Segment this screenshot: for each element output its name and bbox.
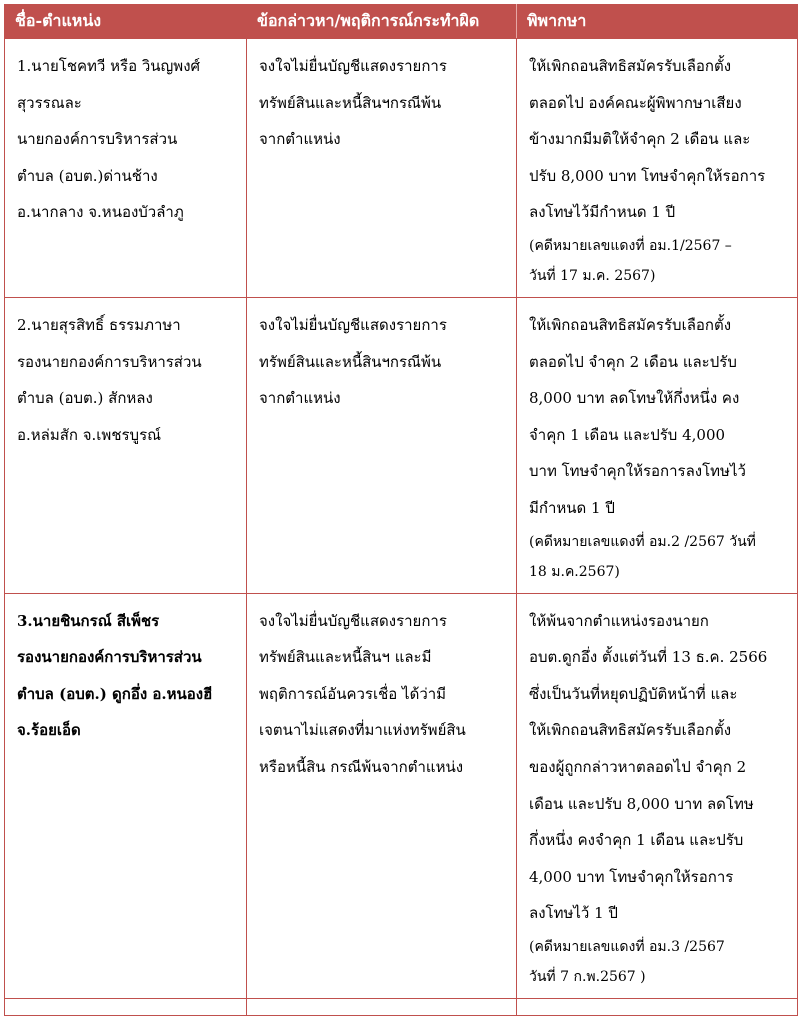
verdict-line: ของผู้ถูกกล่าวหาตลอดไป จำคุก 2 (529, 757, 747, 776)
verdict-line: ซึ่งเป็นวันที่หยุดปฏิบัติหน้าที่ และ (529, 684, 738, 703)
name-cell (5, 297, 247, 593)
name-line: ตำบล (อบต.) ดูกอึ่ง อ.หนองฮี (17, 684, 213, 703)
header-charge: ข้อกล่าวหา/พฤติการณ์กระทำผิด (247, 5, 517, 39)
verdict-line: 4,000 บาท โทษจำคุกให้รอการ (529, 867, 734, 886)
name-line: ตำบล (อบต.)ด่านช้าง (17, 166, 158, 185)
verdict-cell (517, 297, 798, 593)
verdict-line: ตลอดไป จำคุก 2 เดือน และปรับ (529, 352, 737, 371)
case-reference: (คดีหมายเลขแดงที่ อม.2 /2567 วันที่ (529, 533, 756, 550)
verdict-line: เดือน และปรับ 8,000 บาท ลดโทษ (529, 794, 754, 813)
name-cell (5, 39, 247, 298)
verdict-line: ปรับ 8,000 บาท โทษจำคุกให้รอการ (529, 166, 766, 185)
name-line: อ.หล่มสัก จ.เพชรบูรณ์ (17, 425, 162, 444)
charge-line: จากตำแหน่ง (259, 389, 341, 408)
charge-line: พฤติการณ์อันควรเชื่อ ได้ว่ามี (259, 684, 447, 703)
charge-line: จากตำแหน่ง (259, 130, 341, 149)
charge-line: จงใจไม่ยื่นบัญชีแสดงรายการ (259, 315, 447, 334)
table-row (5, 297, 798, 593)
verdict-line: ให้เพิกถอนสิทธิสมัครรับเลือกตั้ง (529, 57, 732, 75)
verdict-line: ให้พ้นจากตำแหน่งรองนายก (529, 611, 709, 630)
name-line: อ.นากลาง จ.หนองบัวลำภู (17, 203, 184, 222)
name-cell (5, 593, 247, 998)
name-line: นายกองค์การบริหารส่วน (17, 130, 178, 149)
case-reference: วันที่ 7 ก.พ.2567 ) (529, 968, 646, 985)
verdict-line: ลงโทษไว้ 1 ปี (529, 904, 618, 923)
charge-cell (247, 593, 517, 998)
table-row-partial (5, 998, 798, 1015)
name-line: รองนายกองค์การบริหารส่วน (17, 352, 202, 371)
case-reference: 18 ม.ค.2567) (529, 563, 620, 580)
header-row (5, 5, 798, 39)
charge-cell (247, 297, 517, 593)
verdict-line: ให้เพิกถอนสิทธิสมัครรับเลือกตั้ง (529, 315, 732, 334)
charge-line: จงใจไม่ยื่นบัญชีแสดงรายการ (259, 57, 447, 75)
case-reference: (คดีหมายเลขแดงที่ อม.3 /2567 (529, 938, 725, 955)
verdict-line: จำคุก 1 เดือน และปรับ 4,000 (529, 425, 726, 444)
charge-line: หรือหนี้สิน กรณีพ้นจากตำแหน่ง (259, 757, 464, 776)
verdict-line: ข้างมากมีมติให้จำคุก 2 เดือน และ (529, 130, 751, 149)
verdict-line: 8,000 บาท ลดโทษให้กึ่งหนึ่ง คง (529, 389, 740, 408)
empty-cell (517, 998, 798, 1015)
verdict-cell (517, 39, 798, 298)
header-verdict: พิพากษา (517, 5, 798, 39)
name-line: ตำบล (อบต.) สักหลง (17, 389, 153, 408)
verdict-line: ลงโทษไว้มีกำหนด 1 ปี (529, 203, 676, 222)
verdict-line: กึ่งหนึ่ง คงจำคุก 1 เดือน และปรับ (529, 831, 744, 850)
name-line: รองนายกองค์การบริหารส่วน (17, 648, 202, 667)
verdict-line: อบต.ดูกอึ่ง ตั้งแต่วันที่ 13 ธ.ค. 2566 (529, 648, 768, 667)
table-row (5, 593, 798, 998)
name-line: สุวรรณละ (17, 93, 82, 112)
name-line: 1.นายโชคทวี หรือ วินญพงศ์ (17, 57, 201, 75)
name-line: 2.นายสุรสิทธิ์ ธรรมภาษา (17, 315, 181, 334)
verdict-line: บาท โทษจำคุกให้รอการลงโทษไว้ (529, 462, 746, 481)
case-reference: (คดีหมายเลขแดงที่ อม.1/2567 – (529, 237, 732, 254)
name-line: 3.นายชินกรณ์ สีเพ็ชร (17, 611, 160, 630)
charge-line: ทรัพย์สินและหนี้สินฯกรณีพ้น (259, 352, 442, 371)
empty-cell (5, 998, 247, 1015)
verdict-line: ให้เพิกถอนสิทธิสมัครรับเลือกตั้ง (529, 721, 732, 740)
table-row (5, 39, 798, 298)
charge-line: เจตนาไม่แสดงที่มาแห่งทรัพย์สิน (259, 721, 466, 740)
charge-line: จงใจไม่ยื่นบัญชีแสดงรายการ (259, 611, 447, 630)
charge-line: ทรัพย์สินและหนี้สินฯกรณีพ้น (259, 93, 442, 112)
verdict-line: ตลอดไป องค์คณะผู้พิพากษาเสียง (529, 93, 742, 112)
verdict-line: มีกำหนด 1 ปี (529, 498, 615, 517)
charge-cell (247, 39, 517, 298)
verdict-cell (517, 593, 798, 998)
verdict-table (4, 4, 798, 1016)
charge-line: ทรัพย์สินและหนี้สินฯ และมี (259, 648, 432, 667)
case-reference: วันที่ 17 ม.ค. 2567) (529, 267, 656, 284)
header-name: ชื่อ-ตำแหน่ง (5, 5, 247, 39)
name-line: จ.ร้อยเอ็ด (17, 721, 81, 740)
empty-cell (247, 998, 517, 1015)
